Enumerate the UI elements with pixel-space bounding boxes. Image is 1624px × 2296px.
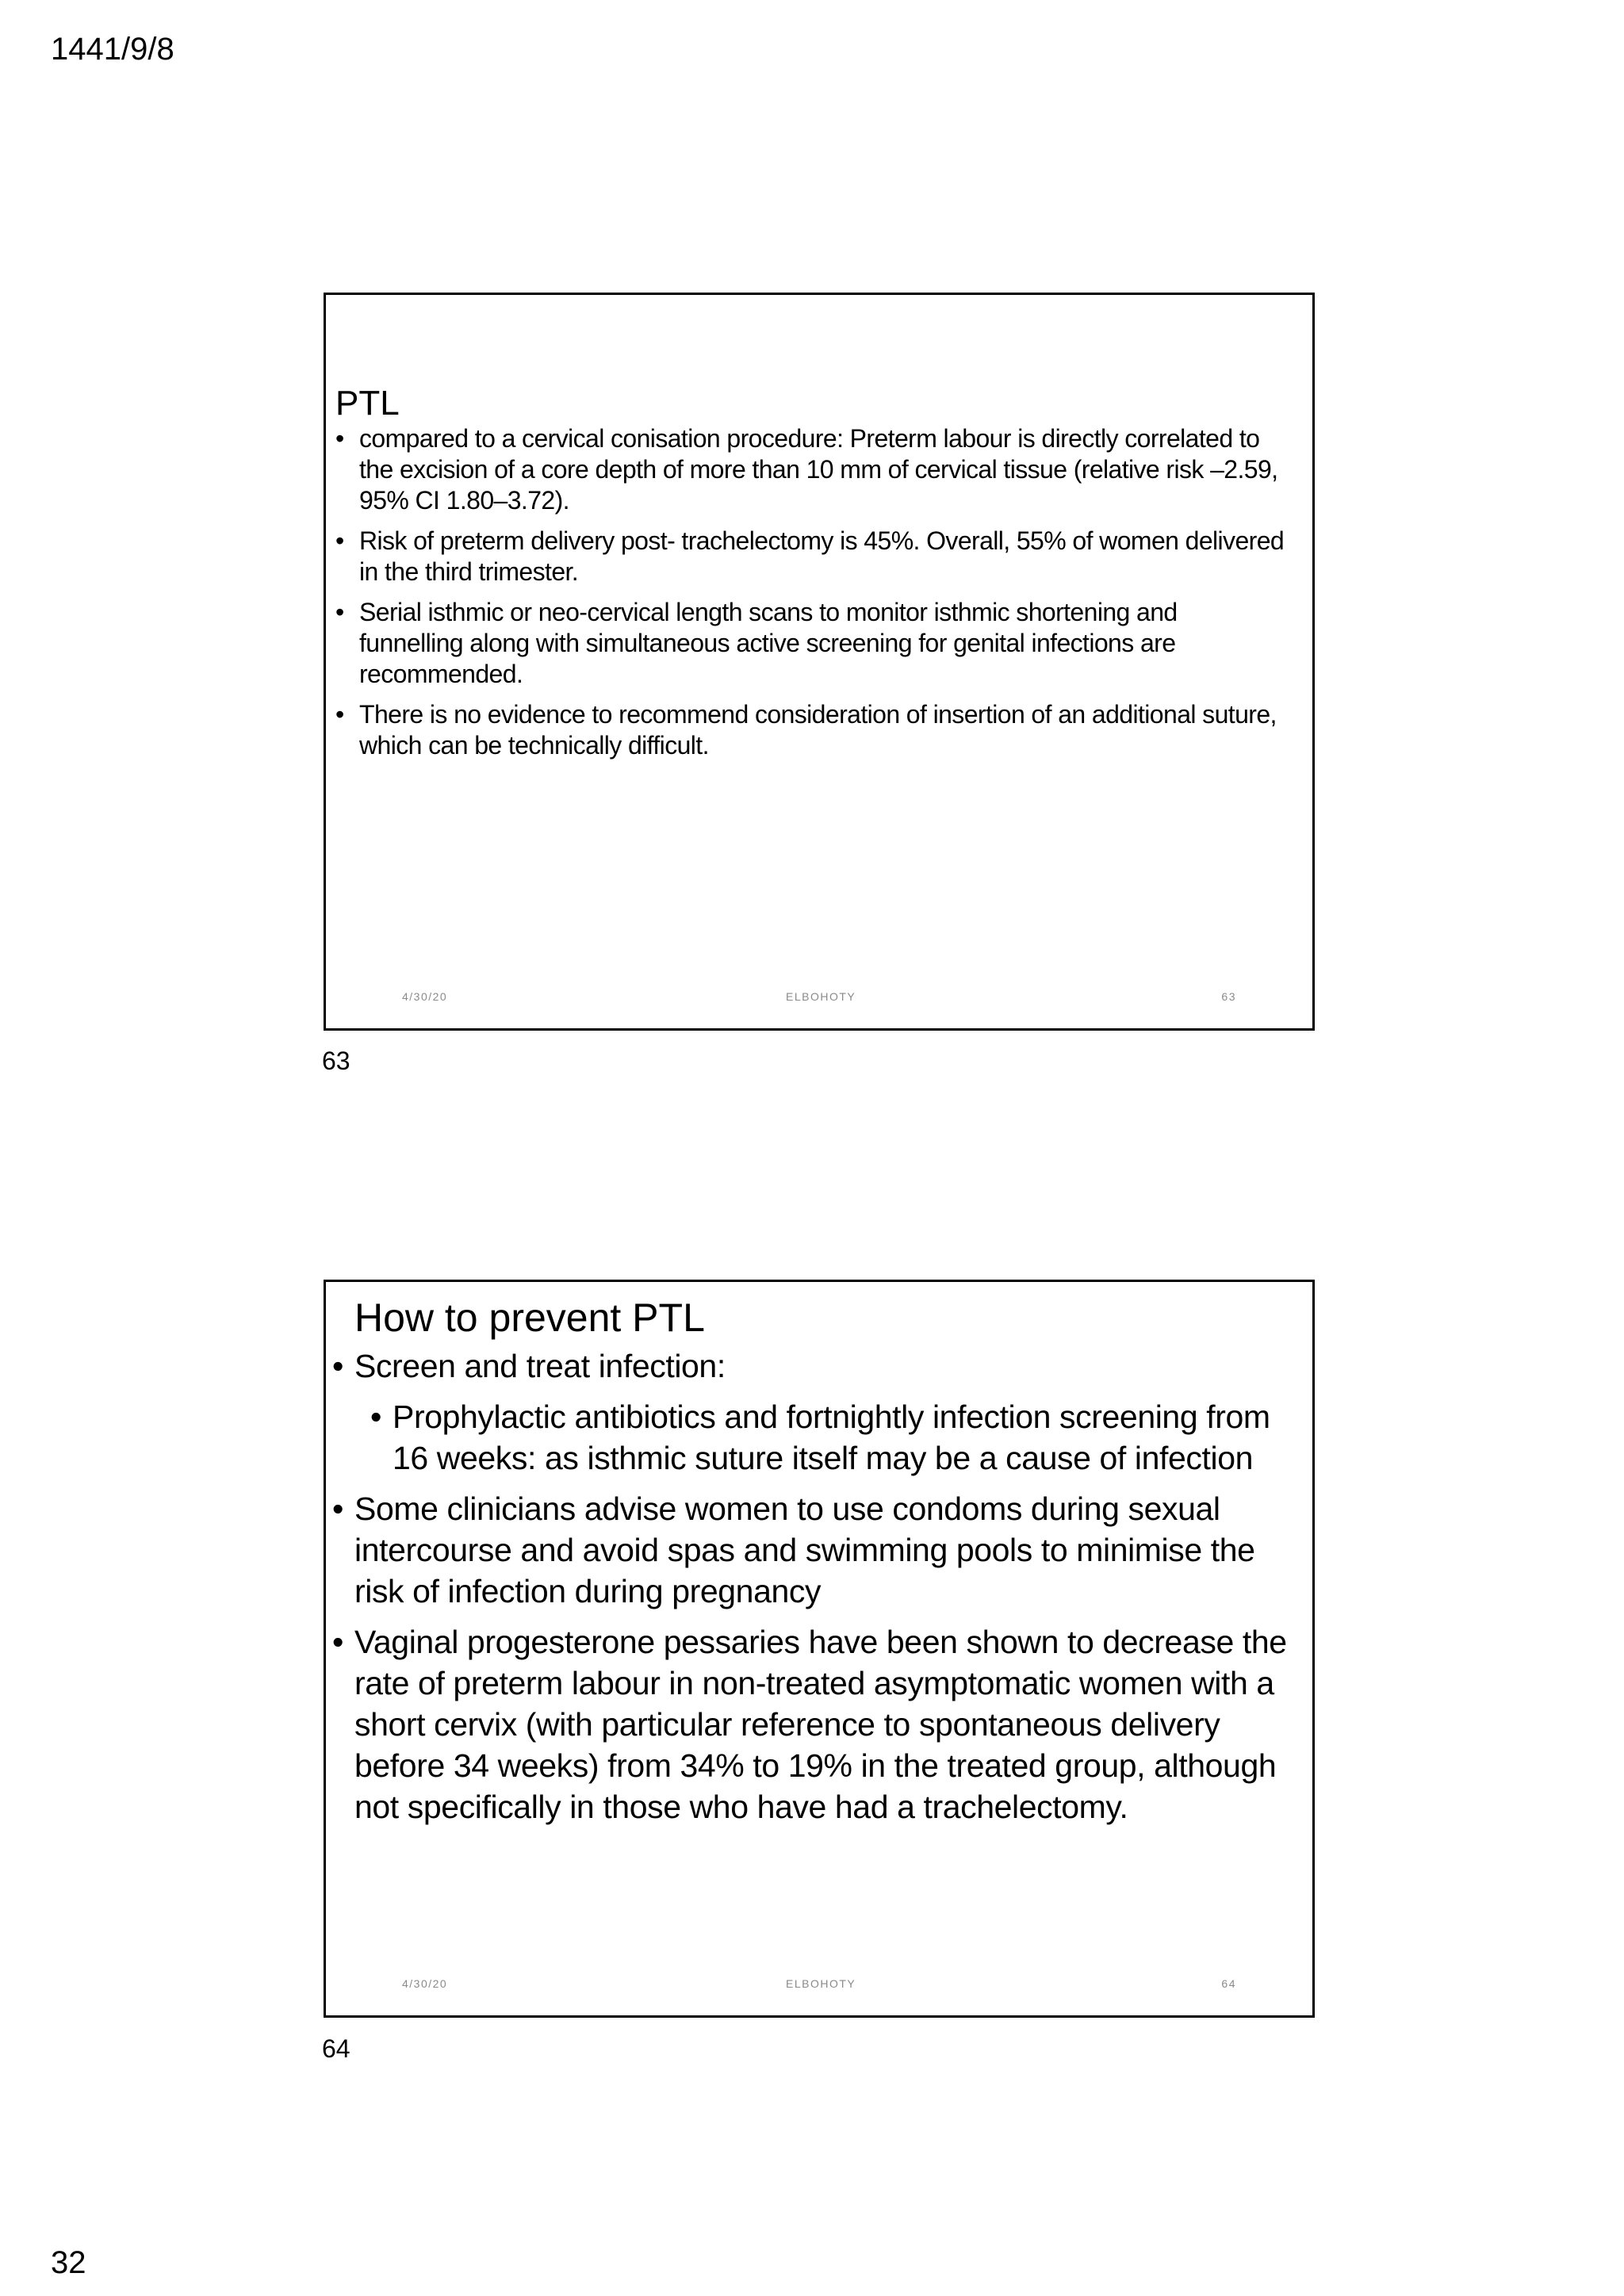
bullet-item: [332, 1621, 1301, 1827]
bullet-text: Risk of preterm delivery post- trachelectomy is 45%. Overall, 55% of women delivered in the third trimester.: [359, 526, 1285, 586]
slide-title: How to prevent PTL: [354, 1295, 705, 1340]
slide-footer-number: 63: [1221, 990, 1236, 1003]
page-header-date: 1441/9/8: [51, 32, 174, 67]
slide-number-label: 63: [322, 1047, 350, 1075]
bullet-text: Prophylactic antibiotics and fortnightly infection screening from 16 weeks: as isthmic suture itself may be a cause of infection: [393, 1399, 1270, 1476]
bullet-icon: •: [332, 1348, 343, 1384]
bullet-icon: •: [370, 1399, 381, 1435]
bullet-item: [335, 423, 1287, 516]
bullet-icon: •: [332, 1624, 343, 1660]
slide-footer-date: 4/30/20: [402, 1977, 448, 1990]
bullet-item: [335, 526, 1287, 587]
slide-64: [324, 1280, 1315, 2018]
bullet-item: [335, 597, 1287, 690]
bullet-text: compared to a cervical conisation procedure: Preterm labour is directly correlated to the excision of a core depth of more than 10 mm of cervical tissue (relative risk –2.59, 95% CI 1.80–3.72).: [359, 424, 1278, 515]
slide-63: [324, 293, 1315, 1031]
slide-number-label: 64: [322, 2034, 350, 2063]
bullet-list: [335, 423, 1287, 771]
bullet-text: Vaginal progesterone pessaries have been shown to decrease the rate of preterm labour in non-treated asymptomatic women with a short cervix (with particular reference to spontaneous delivery before 34 weeks) from 34% to 19% in the treated group, although not specifically in those who have had a trachelectomy.: [354, 1624, 1287, 1825]
slide-footer-date: 4/30/20: [402, 990, 448, 1003]
bullet-icon: •: [335, 526, 344, 555]
bullet-icon: •: [335, 700, 344, 729]
slide-footer-author: ELBOHOTY: [786, 990, 856, 1003]
bullet-text: There is no evidence to recommend consideration of insertion of an additional suture, which can be technically difficult.: [359, 700, 1277, 760]
page-number: 32: [51, 2245, 86, 2280]
bullet-icon: •: [335, 598, 344, 626]
slide-footer-author: ELBOHOTY: [786, 1977, 856, 1990]
bullet-icon: •: [335, 424, 344, 453]
bullet-text: Serial isthmic or neo-cervical length scans to monitor isthmic shortening and funnelling along with simultaneous active screening for genital infections are recommended.: [359, 598, 1178, 688]
bullet-text: Some clinicians advise women to use condoms during sexual intercourse and avoid spas and swimming pools to minimise the risk of infection during pregnancy: [354, 1490, 1255, 1609]
bullet-item: [335, 699, 1287, 761]
bullet-text: Screen and treat infection:: [354, 1348, 726, 1384]
sub-bullet-item: [332, 1396, 1301, 1479]
bullet-item: [332, 1345, 1301, 1387]
bullet-item: [332, 1488, 1301, 1612]
bullet-list: [332, 1345, 1301, 1837]
slide-footer-number: 64: [1221, 1977, 1236, 1990]
bullet-icon: •: [332, 1490, 343, 1527]
slide-title: PTL: [335, 384, 400, 423]
